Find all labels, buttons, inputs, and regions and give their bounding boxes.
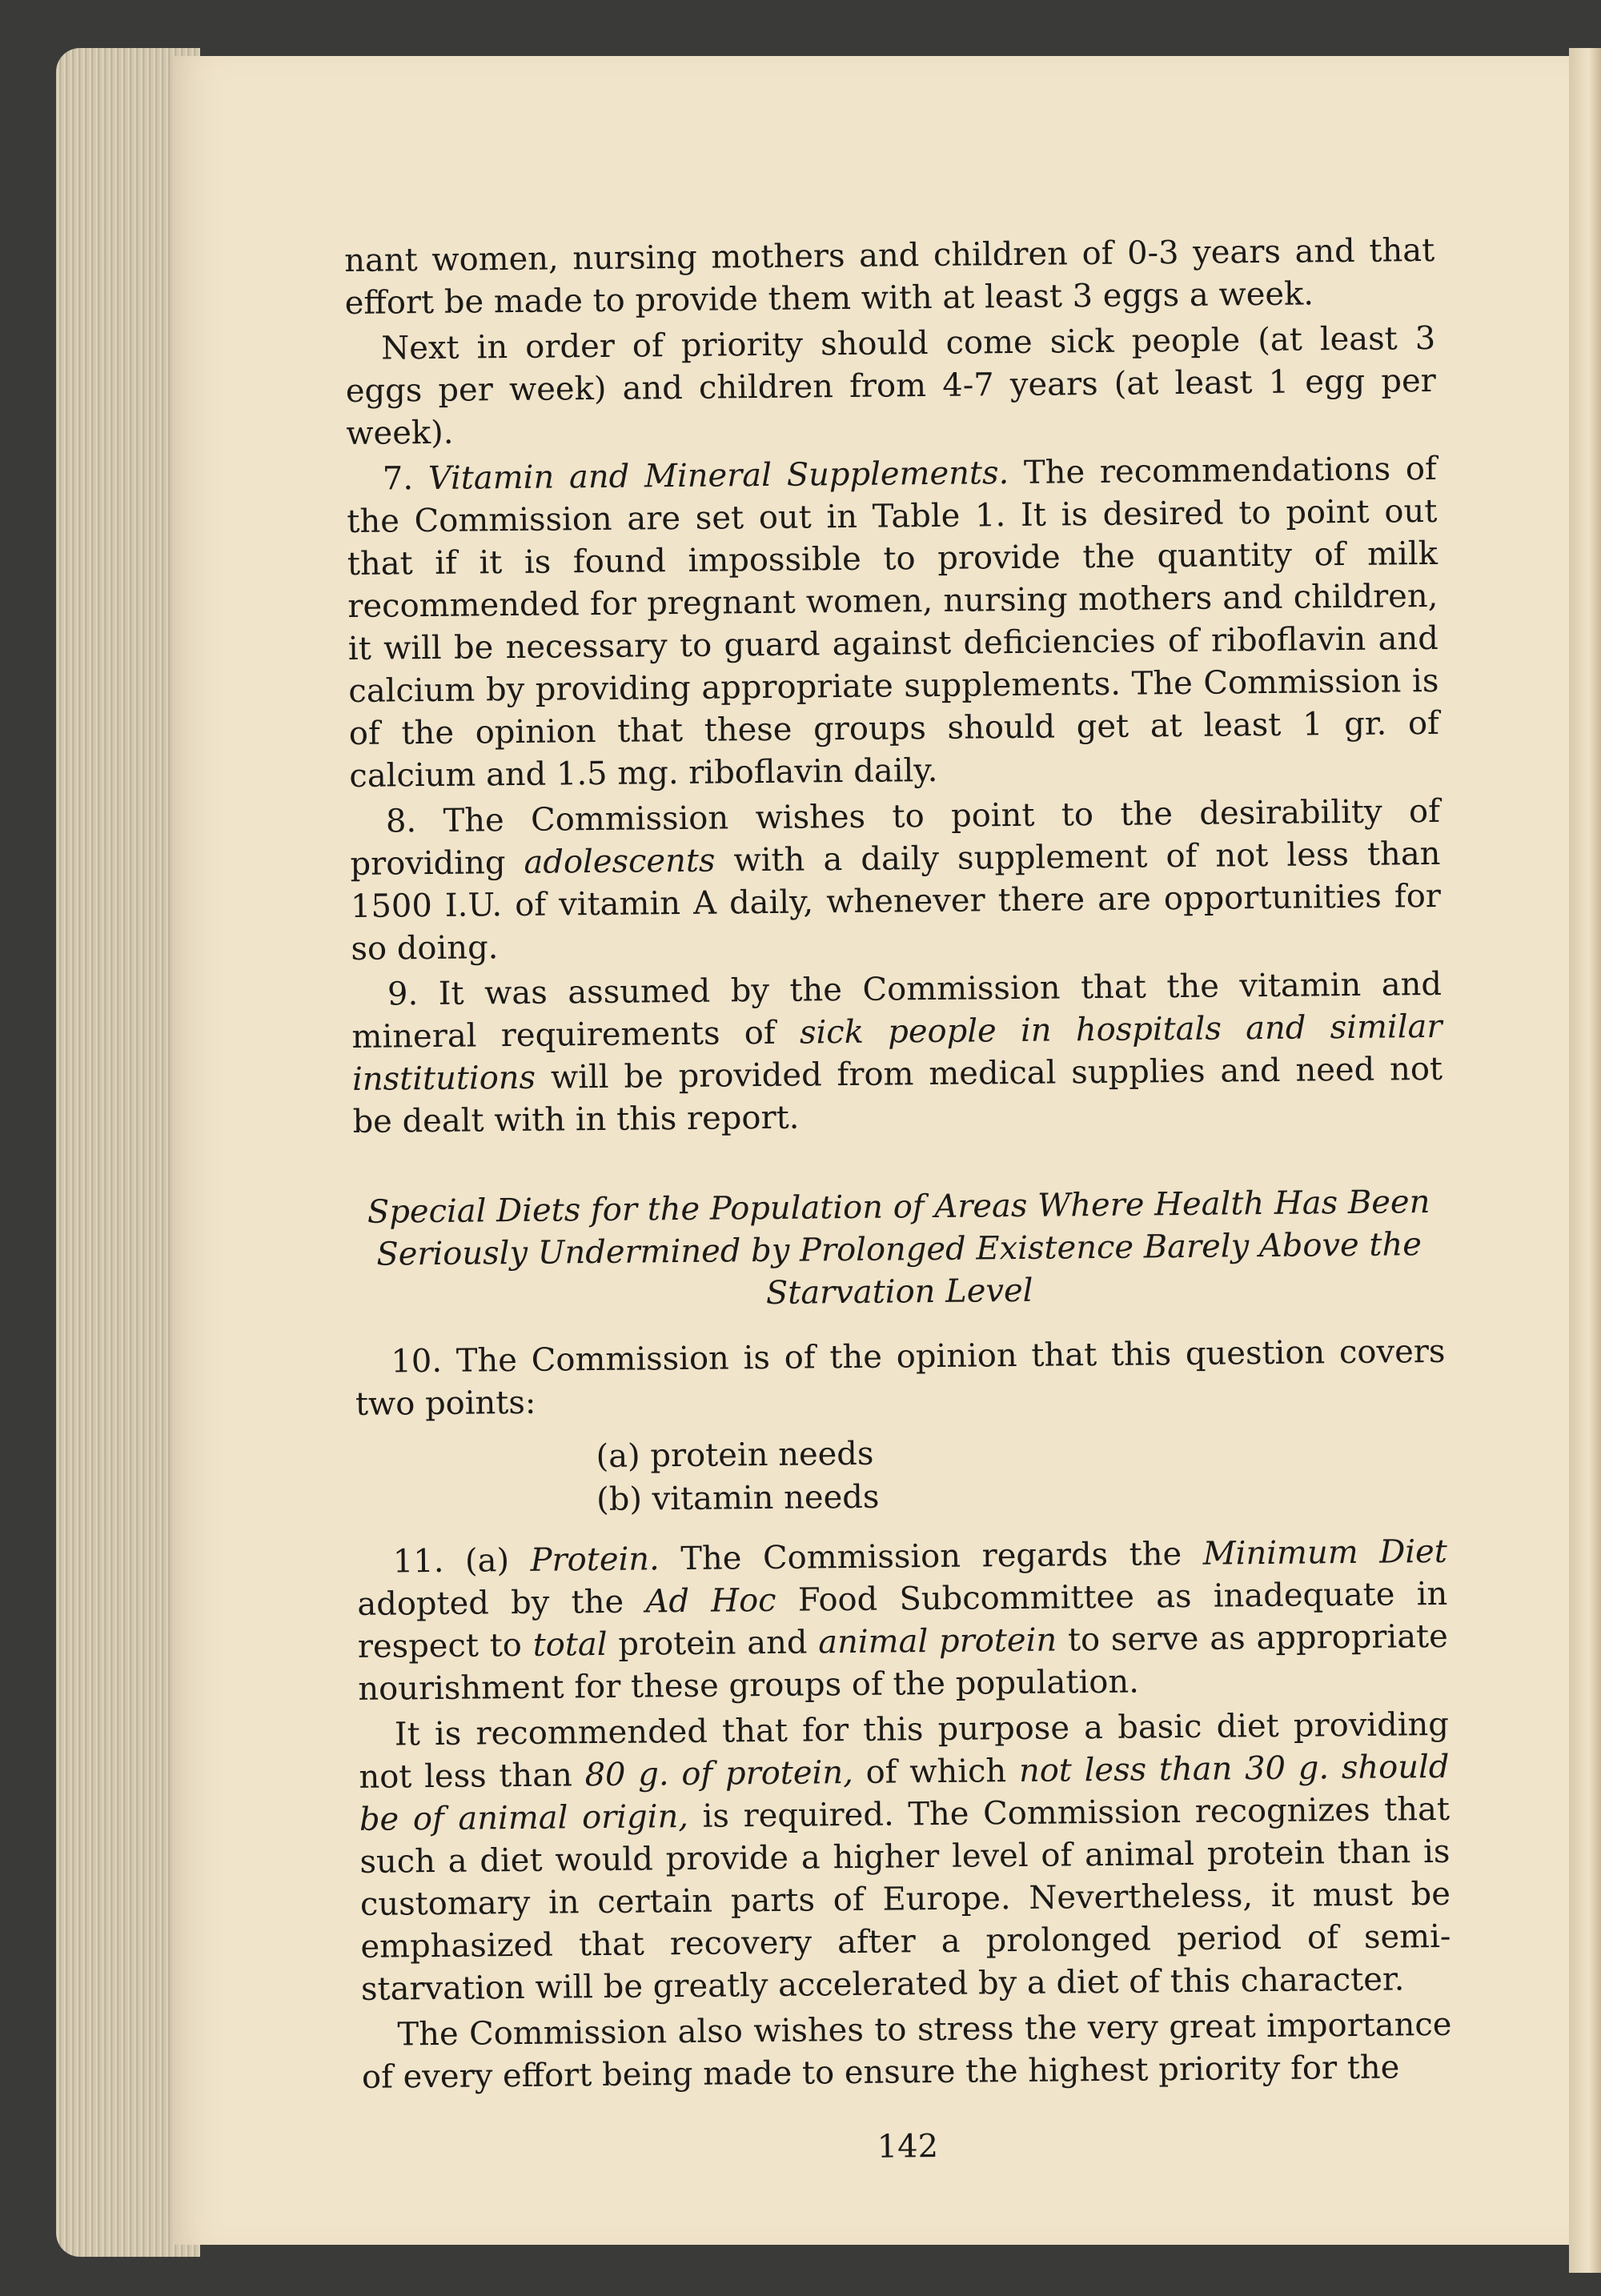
list-item: (a) protein needs — [596, 1435, 874, 1476]
section-text: is required. The Commission recognizes that such a diet would provide a higher level of animal protein than is customary in certain parts of Europe. Nevertheless, it must be emphasized that recovery after a prolonged period of semi-starvation will be greatly accelerated by a diet of this character. — [359, 1790, 1451, 2008]
section-text: 9. It was assumed by the Commission that the vitamin and mineral requirements of — [351, 965, 1443, 1056]
emphasis: 80 g. of protein, — [584, 1753, 854, 1794]
section-text: to serve as appropriate nourishment for these groups of the population. — [358, 1617, 1449, 1708]
section-title: Protein. — [530, 1541, 660, 1579]
paragraph: Next in order of priority should come sick people (at least 3 eggs per week) and children from 4-7 years (at least 1 egg per week). — [345, 319, 1436, 452]
paragraph: nant women, nursing mothers and children of 0-3 years and that effort be made to provide them with at least 3 eggs a week. — [344, 231, 1435, 322]
paragraph-section-9 — [351, 964, 1443, 1144]
paragraph-section-11 — [357, 1531, 1449, 1711]
page-text — [344, 230, 1453, 2174]
heading-line: Seriously Undermined by Prolonged Existence Barely Above the — [376, 1226, 1422, 1273]
section-text: protein and — [618, 1624, 808, 1663]
section-title: Vitamin and Mineral Supplements. — [427, 455, 1009, 498]
section-text: The recommendations of the Commission are set out in Table 1. It is desired to point out that if it is found impossible to provide the quantity of milk recommended for pregnant women, nursing mothers and children, it will be necessary to guard against deficiencies of riboflavin and calcium by providing appropriate supplements. The Commission is of the opinion that these groups should get at least 1 gr. of calcium and 1.5 mg. riboflavin daily. — [347, 450, 1440, 795]
emphasis: Ad Hoc — [645, 1581, 776, 1621]
page-number: 142 — [877, 2127, 939, 2166]
section-text: 8. The Commission wishes to point to the desirability of providing — [350, 792, 1441, 883]
section-text: adopted by the — [357, 1583, 624, 1623]
emphasis: adolescents — [524, 842, 716, 881]
book-gutter-edge — [1569, 48, 1601, 2273]
list-item: (b) vitamin needs — [596, 1478, 880, 1519]
section-text: of which — [865, 1753, 1007, 1791]
emphasis: Minimum Diet — [1202, 1533, 1448, 1573]
paragraph-section-7 — [347, 448, 1440, 798]
paragraph — [359, 1704, 1451, 2011]
emphasis: total — [532, 1625, 608, 1664]
emphasis: sick people in hospitals and similar institutions — [351, 1008, 1443, 1098]
heading-line: Starvation Level — [765, 1272, 1033, 1312]
section-number: 11. (a) — [392, 1542, 510, 1581]
section-text: It is recommended that for this purpose a basic diet providing not less than — [359, 1705, 1450, 1796]
emphasis: animal protein — [818, 1621, 1057, 1661]
paragraph-section-10: 10. The Commission is of the opinion that this question covers two points: — [355, 1332, 1446, 1423]
section-number: 7. — [382, 460, 414, 498]
paragraph: The Commission also wishes to stress the very great importance of every effort being made to ensure the highest priority for the — [361, 2005, 1452, 2096]
emphasis: not less than 30 g. should be of animal origin, — [359, 1748, 1450, 1838]
section-heading — [353, 1181, 1444, 1319]
heading-line: Special Diets for the Population of Areas Where Health Has Been — [367, 1184, 1430, 1231]
paragraph-section-8 — [350, 791, 1442, 971]
section-text: with a daily supplement of not less than 1500 I.U. of vitamin A daily, whenever there are opportunities for so doing. — [350, 835, 1442, 968]
section-text: will be provided from medical supplies and need not be dealt with in this report. — [352, 1050, 1443, 1140]
section-text: Food Subcommittee as inadequate in respect to — [357, 1575, 1448, 1665]
section-text: The Commission regards the — [680, 1536, 1182, 1578]
points-list — [596, 1427, 1447, 1521]
